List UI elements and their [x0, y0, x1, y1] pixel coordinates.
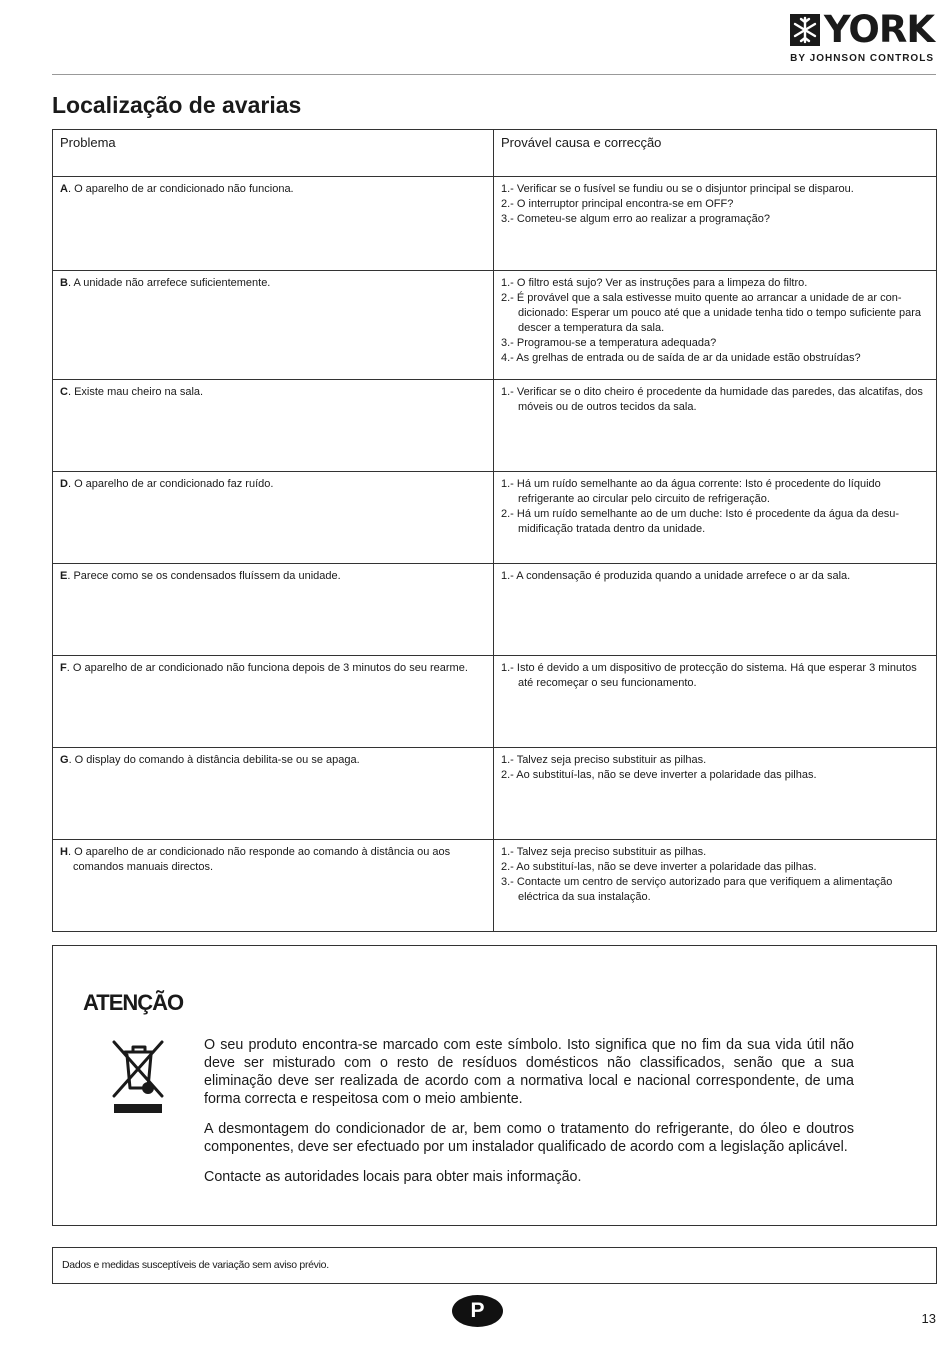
attention-paragraph: Contacte as autoridades locais para obter mais informação.: [204, 1169, 582, 1185]
cause-item: 1.- Talvez seja preciso substituir as pilhas.: [501, 754, 707, 766]
table-row: [53, 271, 937, 380]
problem-letter: E: [60, 570, 68, 582]
cause-cell: [494, 656, 937, 748]
header-divider: [52, 74, 936, 75]
problem-letter: D: [60, 478, 68, 490]
crossed-out-wheelie-bin-icon: [111, 1038, 165, 1120]
problem-letter: A: [60, 183, 68, 195]
table-body: [53, 177, 937, 932]
table-row: [53, 472, 937, 564]
cause-cell: [494, 380, 937, 472]
problem-letter: H: [60, 846, 68, 858]
table-row: [53, 564, 937, 656]
problem-letter: G: [60, 754, 69, 766]
problem-cell: [53, 271, 494, 380]
cause-cell: [494, 271, 937, 380]
table-header-row: [53, 130, 937, 177]
header-problem: Problema: [53, 130, 494, 177]
problem-text: . O display do comando à distância debilita-se ou se apaga.: [68, 754, 360, 766]
table-row: [53, 656, 937, 748]
cause-item: 2.- Há um ruído semelhante ao de um duche: Isto é procedente da água da desu-midificação tratada dentro da unidade.: [501, 508, 900, 535]
cause-item: 2.- É provável que a sala estivesse muito quente ao arrancar a unidade de ar con-dicionado: Esperar um pouco até que a unidade tenha tido o tempo suficiente para descer a temperatura da sala.: [501, 292, 921, 334]
attention-box: [52, 945, 937, 1226]
cause-item: 1.- A condensação é produzida quando a unidade arrefece o ar da sala.: [501, 570, 851, 582]
problem-cell: [53, 472, 494, 564]
problem-cell: [53, 564, 494, 656]
header-cause: Provável causa e correcção: [494, 130, 937, 177]
cause-item: 4.- As grelhas de entrada ou de saída de ar da unidade estão obstruídas?: [501, 352, 861, 364]
table-row: [53, 177, 937, 271]
cause-item: 1.- Talvez seja preciso substituir as pilhas.: [501, 846, 707, 858]
table-row: [53, 748, 937, 840]
cause-item: 3.- Contacte um centro de serviço autorizado para que verifiquem a alimentação eléctrica da sua instalação.: [501, 876, 893, 903]
problem-letter: C: [60, 386, 68, 398]
problem-text: . A unidade não arrefece suficientemente.: [67, 277, 271, 289]
page-title: Localização de avarias: [52, 92, 302, 118]
troubleshooting-table: [52, 129, 937, 932]
cause-item: 1.- Verificar se o fusível se fundiu ou se o disjuntor principal se disparou.: [501, 183, 854, 195]
disclaimer-text: Dados e medidas susceptíveis de variação sem aviso prévio.: [62, 1259, 329, 1271]
problem-text: . O aparelho de ar condicionado faz ruído.: [67, 478, 274, 490]
language-badge: P: [452, 1295, 503, 1327]
problem-letter: B: [60, 277, 68, 289]
brand-tagline: BY JOHNSON CONTROLS: [790, 53, 934, 64]
table-row: [53, 840, 937, 932]
attention-paragraph: O seu produto encontra-se marcado com este símbolo. Isto significa que no fim da sua vida útil não deve ser misturado com o resto de resíduos domésticos não classificados, senão que a sua eliminação deve ser realizada de acordo com a normativa local e nacional correspondente, de uma forma correcta e respeitosa com o meio ambiente.: [204, 1037, 854, 1107]
problem-text: . O aparelho de ar condicionado não funciona depois de 3 minutos do seu rearme.: [66, 662, 468, 674]
cause-cell: [494, 840, 937, 932]
problem-text: . O aparelho de ar condicionado não funciona.: [67, 183, 294, 195]
snowflake-icon: [790, 14, 820, 46]
problem-cell: [53, 656, 494, 748]
cause-item: 1.- O filtro está sujo? Ver as instruções para a limpeza do filtro.: [501, 277, 808, 289]
page-number: 13: [921, 1311, 936, 1326]
problem-text: . Parece como se os condensados fluíssem da unidade.: [67, 570, 341, 582]
cause-item: 3.- Cometeu-se algum erro ao realizar a programação?: [501, 213, 771, 225]
cause-cell: [494, 748, 937, 840]
problem-cell: [53, 380, 494, 472]
cause-item: 2.- Ao substituí-las, não se deve inverter a polaridade das pilhas.: [501, 861, 817, 873]
york-logo: [786, 8, 936, 68]
cause-cell: [494, 472, 937, 564]
cause-cell: [494, 564, 937, 656]
cause-item: 3.- Programou-se a temperatura adequada?: [501, 337, 717, 349]
cause-item: 1.- Verificar se o dito cheiro é procedente da humidade das paredes, das alcatifas, dos móveis ou de outros tecidos da sala.: [501, 386, 923, 413]
problem-cell: [53, 840, 494, 932]
attention-text: [204, 1036, 854, 1198]
problem-text: . O aparelho de ar condicionado não responde ao comando à distância ou aos comandos manuais directos.: [67, 846, 451, 873]
attention-title: ATENÇÃO: [83, 990, 184, 1015]
problem-cell: [53, 748, 494, 840]
problem-cell: [53, 177, 494, 271]
problem-text: . Existe mau cheiro na sala.: [67, 386, 204, 398]
cause-item: 1.- Isto é devido a um dispositivo de protecção do sistema. Há que esperar 3 minutos até recomeçar o seu funcionamento.: [501, 662, 917, 689]
attention-paragraph: A desmontagem do condicionador de ar, bem como o tratamento do refrigerante, do óleo e doutros componentes, deve ser efectuado por um instalador qualificado de acordo com a legislação aplicável.: [204, 1121, 854, 1155]
cause-item: 1.- Há um ruído semelhante ao da água corrente: Isto é procedente do líquido refrigerante ao circular pelo circuito de refrigeração.: [501, 478, 881, 505]
cause-cell: [494, 177, 937, 271]
table-row: [53, 380, 937, 472]
cause-item: 2.- Ao substituí-las, não se deve inverter a polaridade das pilhas.: [501, 769, 817, 781]
cause-item: 2.- O interruptor principal encontra-se em OFF?: [501, 198, 734, 210]
disclaimer-box: [52, 1247, 937, 1284]
problem-letter: F: [60, 662, 67, 674]
brand-name: YORK: [823, 8, 934, 51]
